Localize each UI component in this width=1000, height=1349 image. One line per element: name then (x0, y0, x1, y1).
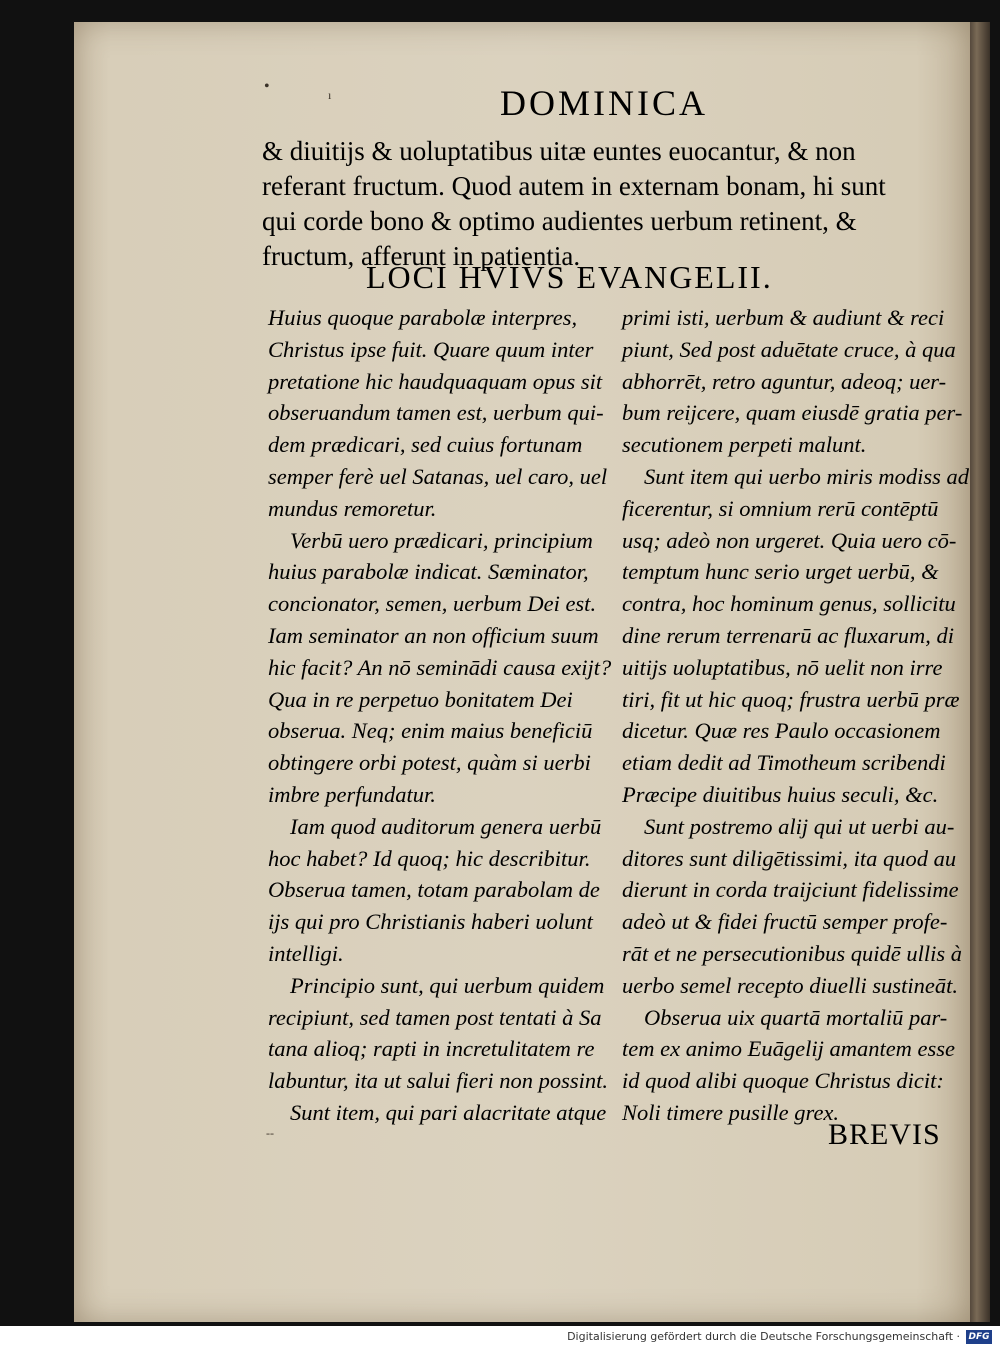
text-line: obseruandum tamen est, uerbum qui- (268, 400, 604, 426)
ink-mark: ı (328, 88, 332, 102)
text-line: Principio sunt, qui uerbum quidem (290, 972, 605, 998)
text-line: huius parabolæ indicat. Sæminator, (268, 559, 589, 585)
text-line: imbre perfundatur. (268, 781, 436, 807)
page-edge (968, 22, 990, 1322)
intro-line: fructum, afferunt in patientia. (262, 241, 581, 271)
text-line: uerbo semel recepto diuelli sustineāt. (622, 972, 958, 998)
running-title: DOMINICA (500, 83, 708, 123)
text-line: Sunt postremo alij qui ut uerbi au- (644, 813, 955, 839)
text-line: secutionem perpeti malunt. (622, 432, 867, 458)
text-line: temptum hunc serio urget uerbū, & (622, 559, 939, 585)
dfg-logo: DFG (966, 1330, 992, 1344)
intro-line: qui corde bono & optimo audientes uerbum retinent, & (262, 206, 857, 236)
text-line: adeò ut & fidei fructū semper profe- (622, 909, 948, 935)
text-line: primi isti, uerbum & audiunt & reci (622, 305, 945, 330)
text-line: semper ferè uel Satanas, uel caro, uel (268, 463, 608, 489)
footer-bar (0, 1326, 1000, 1349)
text-line: ijs qui pro Christianis haberi uolunt (268, 909, 593, 935)
text-line: Sunt item, qui pari alacritate atque (290, 1099, 607, 1125)
text-line: pretatione hic haudquaquam opus sit (268, 368, 603, 394)
text-line: ficerentur, si omnium rerū contēptū (622, 495, 939, 521)
text-line: Iam quod auditorum genera uerbū (290, 813, 602, 839)
text-line: Qua in re perpetuo bonitatem Dei (268, 686, 573, 712)
text-line: tana alioq; rapti in incretulitatem re (268, 1036, 595, 1062)
text-line: abhorrēt, retro aguntur, adeoq; uer- (622, 368, 947, 394)
left-column (268, 302, 612, 1129)
text-line: etiam dedit ad Timotheum scribendi (622, 750, 946, 776)
intro-line: & diuitijs & uoluptatibus uitæ euntes euocantur, & non (262, 136, 856, 166)
text-line: bum reijcere, quam eiusdē gratia per- (622, 400, 963, 426)
funding-credit: Digitalisierung gefördert durch die Deutsche Forschungsgemeinschaft · (567, 1330, 960, 1343)
text-line: dem prædicari, sed cuius fortunam (268, 432, 583, 458)
text-line: Iam seminator an non officium suum (268, 622, 599, 648)
text-line: Sunt item qui uerbo miris modiss ad (644, 463, 970, 489)
text-line: obserua. Neq; enim maius beneficiū (268, 718, 593, 744)
text-line: Præcipe diuitibus huius seculi, &c. (622, 781, 939, 807)
intro-paragraph (262, 134, 962, 274)
text-line: dierunt in corda traijciunt fidelissime (622, 877, 959, 903)
text-line: mundus remoretur. (268, 495, 437, 521)
text-line: Noli timere pusille grex. (622, 1099, 840, 1125)
text-line: id quod alibi quoque Christus dicit: (622, 1068, 944, 1094)
text-line: Verbū uero prædicari, principium (290, 527, 593, 553)
text-line: uitijs uoluptatibus, nō uelit non irre (622, 654, 943, 680)
text-line: dicetur. Quæ res Paulo occasionem (622, 718, 941, 744)
right-column (622, 302, 970, 1129)
intro-line: referant fructum. Quod autem in externam bonam, hi sunt (262, 171, 886, 201)
section-heading: LOCI HVIVS EVANGELII. (366, 259, 773, 295)
text-line: tem ex animo Euāgelij amantem esse (622, 1036, 956, 1062)
catchword: BREVIS (828, 1118, 941, 1151)
text-line: tiri, fit ut hic quoq; frustra uerbū præ (622, 686, 960, 712)
text-line: usq; adeò non urgeret. Quia uero cō- (622, 527, 957, 553)
text-line: dine rerum terrenarū ac fluxarum, di (622, 622, 955, 648)
text-line: rāt et ne persecutionibus quidē ullis à (622, 940, 962, 966)
text-line: Obserua tamen, totam parabolam de (268, 877, 600, 903)
text-line: Christus ipse fuit. Quare quum inter (268, 336, 594, 362)
text-line: obtingere orbi potest, quàm si uerbi (268, 750, 591, 776)
text-line: piunt, Sed post aduētate cruce, à qua (622, 336, 956, 362)
text-line: contra, hoc hominum genus, sollicitu (622, 591, 956, 617)
text-line: intelligi. (268, 940, 344, 966)
ink-mark: -- (266, 1126, 274, 1140)
text-line: Huius quoque parabolæ interpres, (268, 305, 578, 330)
text-line: Obserua uix quartā mortaliū par- (644, 1004, 948, 1030)
text-line: ditores sunt diligētissimi, ita quod au (622, 845, 957, 871)
text-line: recipiunt, sed tamen post tentati à Sa (268, 1004, 602, 1030)
text-line: concionator, semen, uerbum Dei est. (268, 591, 597, 617)
ink-mark: • (264, 78, 270, 95)
text-line: hoc habet? Id quoq; hic describitur. (268, 845, 591, 871)
text-line: hic facit? An nō seminādi causa exijt? (268, 654, 612, 680)
text-line: labuntur, ita ut salui fieri non possint. (268, 1068, 609, 1094)
